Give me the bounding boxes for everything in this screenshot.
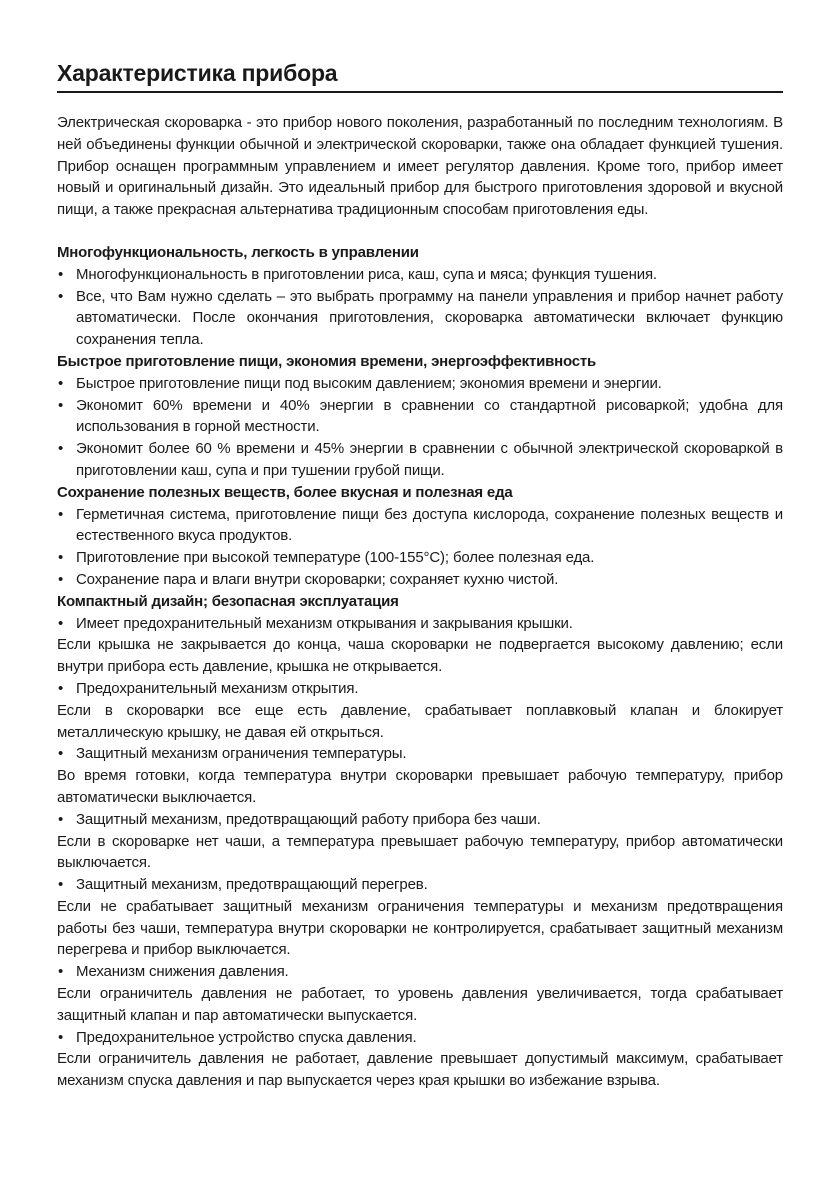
section-fast-cooking bbox=[57, 351, 783, 482]
safety-item-heading: • Защитный механизм ограничения температуры. bbox=[57, 743, 783, 765]
bullet-list bbox=[57, 264, 783, 351]
list-item: • Герметичная система, приготовление пищи без доступа кислорода, сохранение полезных веществ и естественного вкуса продуктов. bbox=[57, 504, 783, 548]
intro-paragraph: Электрическая скороварка - это прибор нового поколения, разработанный по последним технологиям. В ней объединены функции обычной и электрической скороварки, также она обладает функцией тушения. Прибор оснащен программным управлением и имеет регулятор давления. Кроме того, прибор имеет новый и оригинальный дизайн. Это идеальный прибор для быстрого приготовления здоровой и вкусной пищи, а также прекрасная альтернатива традиционным способам приготовления еды. bbox=[57, 114, 783, 219]
list-item: • Экономит 60% времени и 40% энергии в сравнении со стандартной рисоваркой; удобна для использования в горной местности. bbox=[57, 395, 783, 439]
safety-item-heading: • Имеет предохранительный механизм открывания и закрывания крышки. bbox=[57, 613, 783, 635]
safety-item-text: Во время готовки, когда температура внутри скороварки превышает рабочую температуру, прибор автоматически выключается. bbox=[57, 767, 783, 806]
section-title: Компактный дизайн; безопасная эксплуатация bbox=[57, 592, 399, 610]
safety-item-heading: • Механизм снижения давления. bbox=[57, 961, 783, 983]
section-nutrients bbox=[57, 482, 783, 591]
safety-item-text: Если ограничитель давления не работает, то уровень давления увеличивается, тогда срабатывает защитный клапан и пар автоматически выпускается. bbox=[57, 985, 783, 1024]
safety-item-text: Если ограничитель давления не работает, давление превышает допустимый максимум, срабатывает механизм спуска давления и пар выпускается через края крышки во избежание взрыва. bbox=[57, 1050, 783, 1090]
page-title: Характеристика прибора bbox=[57, 58, 783, 93]
safety-item-heading: • Предохранительный механизм открытия. bbox=[57, 678, 783, 700]
features-section bbox=[57, 242, 783, 1092]
section-multifunctionality bbox=[57, 242, 783, 351]
safety-item bbox=[57, 1027, 783, 1092]
list-item: • Многофункциональность в приготовлении риса, каш, супа и мяса; функция тушения. bbox=[57, 264, 783, 286]
safety-item bbox=[57, 743, 783, 808]
list-item: • Быстрое приготовление пищи под высоким давлением; экономия времени и энергии. bbox=[57, 373, 783, 395]
list-item: • Сохранение пара и влаги внутри скороварки; сохраняет кухню чистой. bbox=[57, 569, 783, 591]
safety-item bbox=[57, 613, 783, 678]
safety-item-text: Если не срабатывает защитный механизм ограничения температуры и механизм предотвращения работы без чаши, температура внутри скороварки не контролируется, срабатывает защитный механизм перегрева и прибор выключается. bbox=[57, 897, 783, 959]
section-title: Многофункциональность, легкость в управлении bbox=[57, 243, 419, 261]
safety-item bbox=[57, 678, 783, 743]
document-page bbox=[57, 58, 783, 1092]
section-title: Сохранение полезных веществ, более вкусная и полезная еда bbox=[57, 483, 513, 501]
section-title: Быстрое приготовление пищи, экономия времени, энергоэффективность bbox=[57, 352, 597, 370]
safety-item-heading: • Защитный механизм, предотвращающий перегрев. bbox=[57, 874, 783, 896]
safety-item-text: Если крышка не закрывается до конца, чаша скороварки не подвергается высокому давлению; если внутри прибора есть давление, крышка не открывается. bbox=[57, 636, 783, 676]
safety-item-text: Если в скороварке нет чаши, а температура превышает рабочую температуру, прибор автоматически выключается. bbox=[57, 832, 783, 872]
bullet-list bbox=[57, 504, 783, 591]
bullet-list bbox=[57, 373, 783, 482]
safety-item-text: Если в скороварки все еще есть давление, срабатывает поплавковый клапан и блокирует металлическую крышку, не давая ей открыться. bbox=[57, 701, 783, 741]
safety-item bbox=[57, 961, 783, 1026]
list-item: • Все, что Вам нужно сделать – это выбрать программу на панели управления и прибор начнет работу автоматически. После окончания приготовления, скороварка автоматически включает функцию сохранения тепла. bbox=[57, 286, 783, 351]
safety-item-heading: • Защитный механизм, предотвращающий работу прибора без чаши. bbox=[57, 809, 783, 831]
section-safety bbox=[57, 591, 783, 1092]
safety-item bbox=[57, 874, 783, 961]
list-item: • Приготовление при высокой температуре (100-155°C); более полезная еда. bbox=[57, 547, 783, 569]
list-item: • Экономит более 60 % времени и 45% энергии в сравнении с обычной электрической скороваркой в приготовлении каш, супа и при тушении грубой пищи. bbox=[57, 438, 783, 482]
safety-item-heading: • Предохранительное устройство спуска давления. bbox=[57, 1027, 783, 1049]
safety-item bbox=[57, 809, 783, 874]
